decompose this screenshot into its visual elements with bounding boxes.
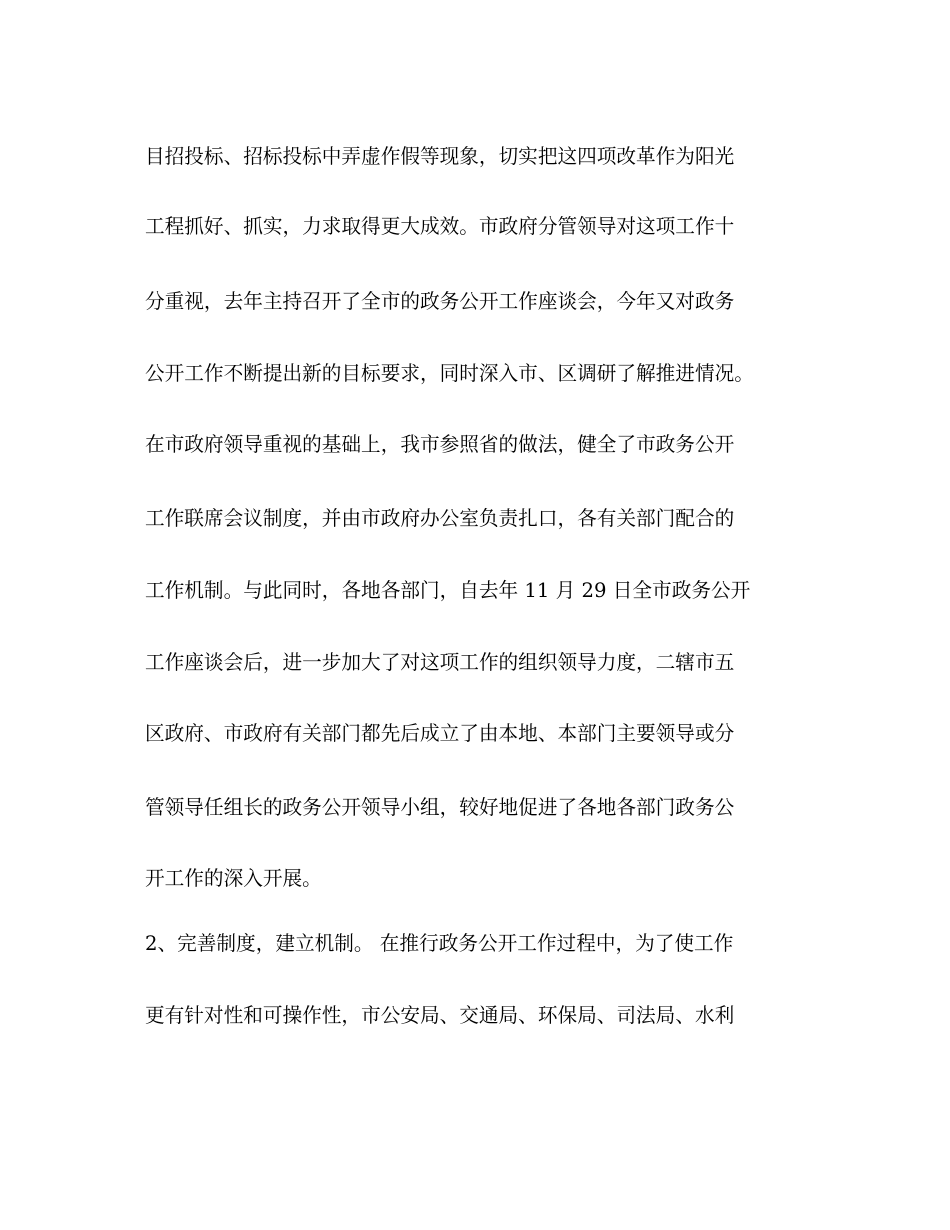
text-line: 开工作的深入开展。 [145,867,322,890]
text-line: 工作机制。与此同时，各地各部门，自去年 11 月 29 日全市政务公开 [145,579,751,602]
text-line: 工程抓好、抓实，力求取得更大成效。市政府分管领导对这项工作十 [145,215,735,238]
text-line: 分重视，去年主持召开了全市的政务公开工作座谈会，今年又对政务 [145,290,735,313]
text-line: 区政府、市政府有关部门都先后成立了由本地、本部门主要领导或分 [145,722,735,745]
text-line: 在市政府领导重视的基础上，我市参照省的做法，健全了市政务公开 [145,433,735,456]
text-line: 目招投标、招标投标中弄虚作假等现象，切实把这四项改革作为阳光 [145,145,735,168]
text-line: 工作联席会议制度，并由市政府办公室负责扎口，各有关部门配合的 [145,507,735,530]
text-line: 2、完善制度，建立机制。 在推行政务公开工作过程中，为了使工作 [145,932,734,955]
text-line: 更有针对性和可操作性，市公安局、交通局、环保局、司法局、水利 [145,1004,735,1027]
text-line: 工作座谈会后，进一步加大了对这项工作的组织领导力度，二辖市五 [145,651,735,674]
text-line: 公开工作不断提出新的目标要求，同时深入市、区调研了解推进情况。 [145,362,754,385]
text-line: 管领导任组长的政务公开领导小组，较好地促进了各地各部门政务公 [145,796,735,819]
